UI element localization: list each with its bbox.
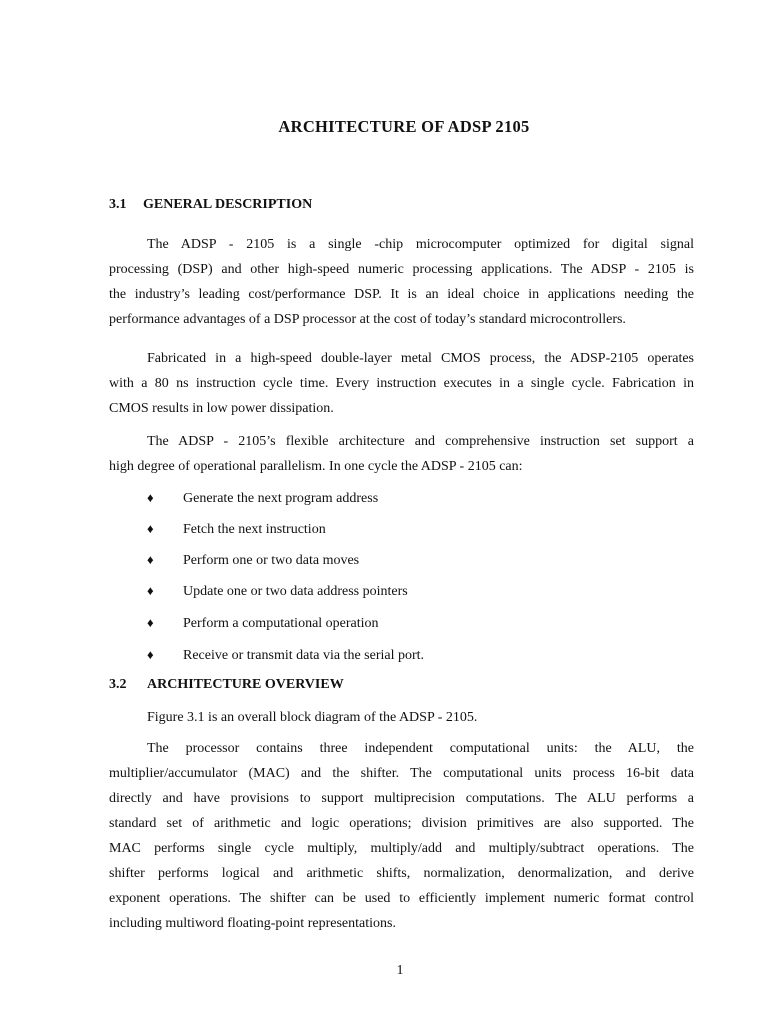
diamond-bullet-icon: ♦ [147, 521, 154, 536]
text-line: The ADSP - 2105 is a single -chip microcomputer optimized for digital signal [147, 237, 694, 252]
text-line: exponent operations. The shifter can be used to efficiently implement numeric format control [109, 891, 694, 906]
text-line: multiplier/accumulator (MAC) and the shifter. The computational units process 16-bit data [109, 766, 694, 781]
text-line: processing (DSP) and other high-speed numeric processing applications. The ADSP - 2105 is [109, 262, 694, 277]
text-line: shifter performs logical and arithmetic shifts, normalization, denormalization, and derive [109, 866, 694, 881]
text-line: including multiword floating-point representations. [109, 916, 396, 931]
list-item: ♦ Generate the next program address [147, 490, 379, 506]
text-line: Figure 3.1 is an overall block diagram of the ADSP - 2105. [147, 710, 478, 725]
section-title: ARCHITECTURE OVERVIEW [147, 677, 344, 692]
text-line: MAC performs single cycle multiply, multiply/add and multiply/subtract operations. The [109, 841, 694, 856]
diamond-bullet-icon: ♦ [147, 490, 154, 505]
list-item: ♦ Fetch the next instruction [147, 521, 326, 537]
paragraph-architecture-overview-1 [109, 705, 694, 730]
paragraph-architecture-overview-2 [109, 736, 694, 936]
section-heading-3-2 [109, 677, 344, 693]
section-heading-3-1 [109, 197, 312, 213]
page-title: ARCHITECTURE OF ADSP 2105 [278, 117, 530, 136]
diamond-bullet-icon: ♦ [147, 552, 154, 567]
section-number: 3.1 [109, 197, 127, 212]
text-line: performance advantages of a DSP processor at the cost of today’s standard microcontrollers. [109, 312, 626, 327]
list-item: ♦ Perform one or two data moves [147, 552, 360, 568]
text-line: Fabricated in a high-speed double-layer metal CMOS process, the ADSP-2105 operates [147, 351, 694, 366]
diamond-bullet-icon: ♦ [147, 615, 154, 630]
paragraph-general-description-1 [109, 232, 694, 332]
text-line: the industry’s leading cost/performance DSP. It is an ideal choice in applications needing the [109, 287, 694, 302]
text-line: with a 80 ns instruction cycle time. Every instruction executes in a single cycle. Fabrication in [109, 376, 694, 391]
list-item: ♦ Receive or transmit data via the serial port. [147, 647, 425, 663]
list-item: ♦ Update one or two data address pointers [147, 583, 408, 599]
text-line: standard set of arithmetic and logic operations; division primitives are also supported. The [109, 816, 694, 831]
text-line: The processor contains three independent computational units: the ALU, the [147, 741, 694, 756]
text-line: CMOS results in low power dissipation. [109, 401, 334, 416]
diamond-bullet-icon: ♦ [147, 647, 154, 662]
page-number: 1 [396, 963, 404, 978]
section-title: GENERAL DESCRIPTION [143, 197, 313, 212]
paragraph-general-description-3 [109, 429, 694, 479]
text-line: high degree of operational parallelism. In one cycle the ADSP - 2105 can: [109, 459, 523, 474]
diamond-bullet-icon: ♦ [147, 583, 154, 598]
section-number: 3.2 [109, 677, 127, 692]
text-line: directly and have provisions to support multiprecision computations. The ALU performs a [109, 791, 694, 806]
text-line: The ADSP - 2105’s flexible architecture and comprehensive instruction set support a [147, 434, 694, 449]
paragraph-general-description-2 [109, 346, 694, 421]
list-item: ♦ Perform a computational operation [147, 615, 379, 631]
